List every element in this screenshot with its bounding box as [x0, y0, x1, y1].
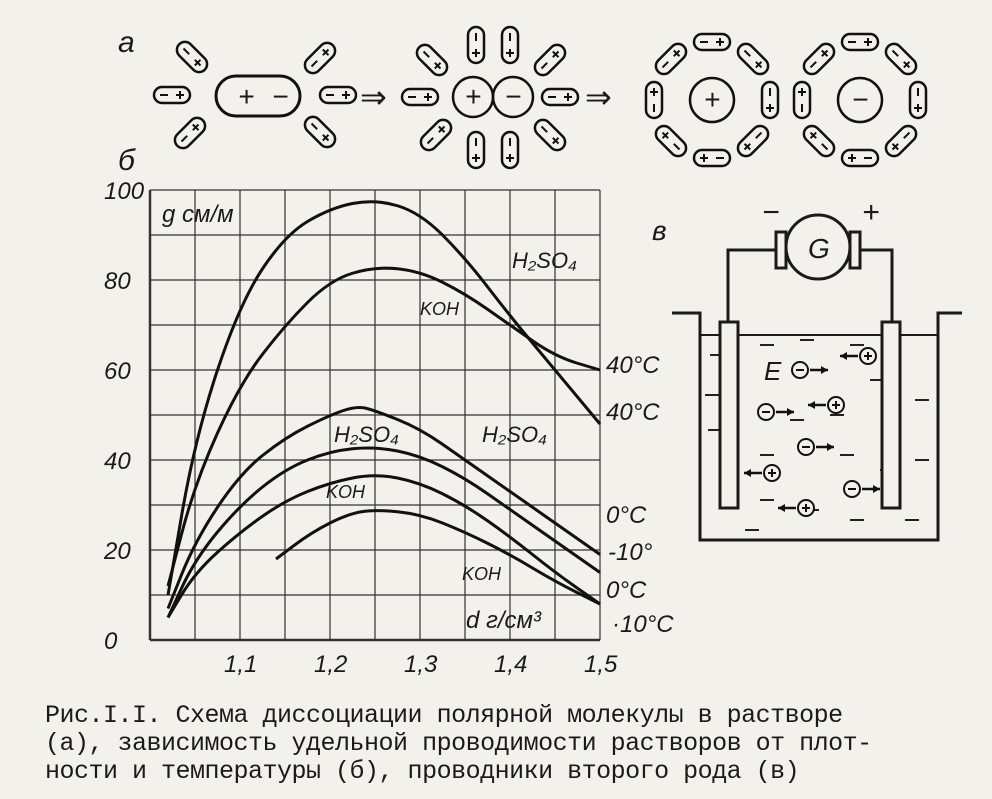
label-h2so4-mid-left: H₂SO₄ [334, 422, 399, 447]
dipole-molecule [302, 40, 339, 77]
x-tick-label: 1,4 [494, 651, 528, 678]
dipole-molecule [320, 87, 356, 103]
dipole-outline [468, 27, 484, 63]
plus-sign: + [464, 81, 482, 112]
dipole-minus-mark [822, 144, 828, 150]
minus-sign: − [504, 81, 522, 112]
dipole-outline [910, 82, 926, 118]
dipole-molecule [694, 150, 730, 166]
dipole-molecule [468, 27, 484, 63]
dipole-molecule [418, 117, 455, 154]
dipole-outline [653, 41, 690, 78]
dipole-outline [842, 34, 878, 50]
dipole-minus-mark [756, 133, 762, 139]
minus-terminal-label: − [762, 196, 780, 229]
y-tick-label: 80 [104, 268, 131, 295]
dipole-molecule [735, 41, 772, 78]
generator-terminal-right [850, 232, 860, 268]
dipole-outline [842, 150, 878, 166]
y-tick-label: 0 [104, 628, 118, 655]
dipole-outline [174, 39, 211, 76]
label-h2so4-mid-right: H₂SO₄ [482, 422, 547, 447]
dipole-outline [532, 117, 569, 154]
dipole-molecule [801, 41, 838, 78]
dipole-molecule [653, 41, 690, 78]
figure-caption: Рис.I.I. Схема диссоциации полярной молекулы в растворе (а), зависимость удельной проводимости растворов от плот- ности и температуры (б), проводники второго рода (в) [45, 701, 872, 786]
dipole-outline [414, 42, 451, 79]
dipole-outline [302, 114, 339, 151]
temp-label-m10: -10° [608, 539, 653, 566]
series-line [276, 511, 600, 604]
x-tick-label: 1,3 [404, 651, 438, 678]
x-tick-label: 1,1 [224, 651, 258, 678]
dipole-outline [154, 87, 190, 103]
dipole-outline [694, 150, 730, 166]
dipole-minus-mark [312, 124, 318, 130]
temp-label-0b: 0°C [606, 577, 647, 604]
y-tick-label: 20 [104, 538, 131, 565]
dipole-minus-mark [904, 133, 910, 139]
dipole-molecule [794, 82, 810, 118]
dipole-minus-mark [811, 62, 817, 68]
arrowhead-icon [873, 485, 880, 493]
anode [882, 322, 900, 508]
dipole-molecule [302, 114, 339, 151]
dipole-outline [694, 34, 730, 50]
dipole-outline [302, 40, 339, 77]
dipole-molecule [883, 41, 920, 78]
dipole-molecule [842, 150, 878, 166]
electrolytic-cell-diagram [672, 196, 962, 540]
arrowhead-icon [778, 504, 785, 512]
dipole-outline [735, 41, 772, 78]
label-koh-mid: KOH [326, 482, 366, 502]
cathode [720, 322, 738, 508]
dipole-molecule [801, 123, 838, 160]
dipole-molecule [532, 117, 569, 154]
dipole-minus-mark [745, 51, 751, 57]
x-tick-label: 1,5 [584, 651, 618, 678]
generator-terminal-left [776, 232, 786, 268]
dipole-molecule [172, 115, 209, 152]
dipole-outline [653, 123, 690, 160]
arrowhead-icon [827, 443, 834, 451]
dipole-outline [502, 27, 518, 63]
label-koh-low: KOH [462, 564, 502, 584]
dipole-outline [883, 41, 920, 78]
dipole-molecule [468, 132, 484, 168]
dipole-molecule [154, 87, 190, 103]
arrow-icon: ⇒ [360, 79, 387, 115]
panel-a-label: а [118, 26, 135, 59]
dipole-minus-mark [542, 63, 548, 69]
dipole-molecule [694, 34, 730, 50]
generator-label: G [808, 233, 830, 264]
dipole-molecule [542, 89, 578, 105]
arrowhead-icon [808, 401, 815, 409]
dipole-minus-mark [542, 127, 548, 133]
dipole-minus-mark [663, 62, 669, 68]
dipole-minus-mark [893, 51, 899, 57]
temp-label-40-top: 40°C [606, 352, 660, 379]
conductivity-chart [103, 178, 674, 678]
y-tick-label: 100 [104, 178, 145, 205]
dipole-molecule [414, 42, 451, 79]
plus-sign: + [703, 84, 721, 115]
temp-label-m10b: ·10°C [612, 611, 674, 638]
arrowhead-icon [840, 352, 847, 360]
dipole-outline [172, 115, 209, 152]
arrowhead-icon [821, 366, 828, 374]
plus-sign: + [238, 81, 255, 112]
dipole-outline [801, 123, 838, 160]
dipole-outline [646, 82, 662, 118]
dipole-molecule [502, 132, 518, 168]
dipole-molecule [735, 123, 772, 160]
dipole-outline [532, 42, 569, 79]
panel-c-label: в [652, 215, 667, 246]
y-axis-title: g см/м [162, 201, 234, 228]
dipole-molecule [910, 82, 926, 118]
dipole-outline [794, 82, 810, 118]
label-h2so4-top: H₂SO₄ [512, 248, 577, 273]
plus-terminal-label: + [862, 196, 880, 229]
dipole-outline [762, 82, 778, 118]
vessel [672, 313, 962, 540]
series-line [168, 476, 600, 618]
minus-sign: − [851, 84, 869, 115]
dissociation-scheme [154, 27, 926, 168]
dipole-minus-mark [182, 136, 188, 142]
x-tick-label: 1,2 [314, 651, 348, 678]
dipole-outline [418, 117, 455, 154]
dipole-molecule [502, 27, 518, 63]
dipole-minus-mark [428, 138, 434, 144]
dipole-outline [402, 89, 438, 105]
dipole-minus-mark [674, 144, 680, 150]
dipole-molecule [762, 82, 778, 118]
arrowhead-icon [787, 408, 794, 416]
dipole-outline [502, 132, 518, 168]
dipole-molecule [646, 82, 662, 118]
arrowhead-icon [744, 469, 751, 477]
temp-label-40: 40°C [606, 399, 660, 426]
series-line [168, 448, 600, 618]
dipole-outline [542, 89, 578, 105]
dipole-minus-mark [312, 61, 318, 67]
dipole-outline [468, 132, 484, 168]
label-koh-top: KOH [420, 299, 460, 319]
dipole-outline [320, 87, 356, 103]
dipole-molecule [653, 123, 690, 160]
dipole-molecule [883, 123, 920, 160]
dipole-minus-mark [424, 52, 430, 58]
x-axis-title: d г/см³ [466, 607, 541, 634]
dipole-minus-mark [184, 49, 190, 55]
field-label: E [764, 356, 782, 386]
dipole-molecule [532, 42, 569, 79]
dipole-outline [801, 41, 838, 78]
dipole-outline [883, 123, 920, 160]
y-tick-label: 40 [104, 448, 131, 475]
temp-label-0: 0°C [606, 502, 647, 529]
dipole-molecule [842, 34, 878, 50]
dipole-molecule [402, 89, 438, 105]
panel-b-label: б [118, 144, 135, 177]
dipole-molecule [174, 39, 211, 76]
arrow-icon: ⇒ [585, 79, 612, 115]
minus-sign: − [272, 81, 289, 112]
dipole-outline [735, 123, 772, 160]
y-tick-label: 60 [104, 358, 131, 385]
